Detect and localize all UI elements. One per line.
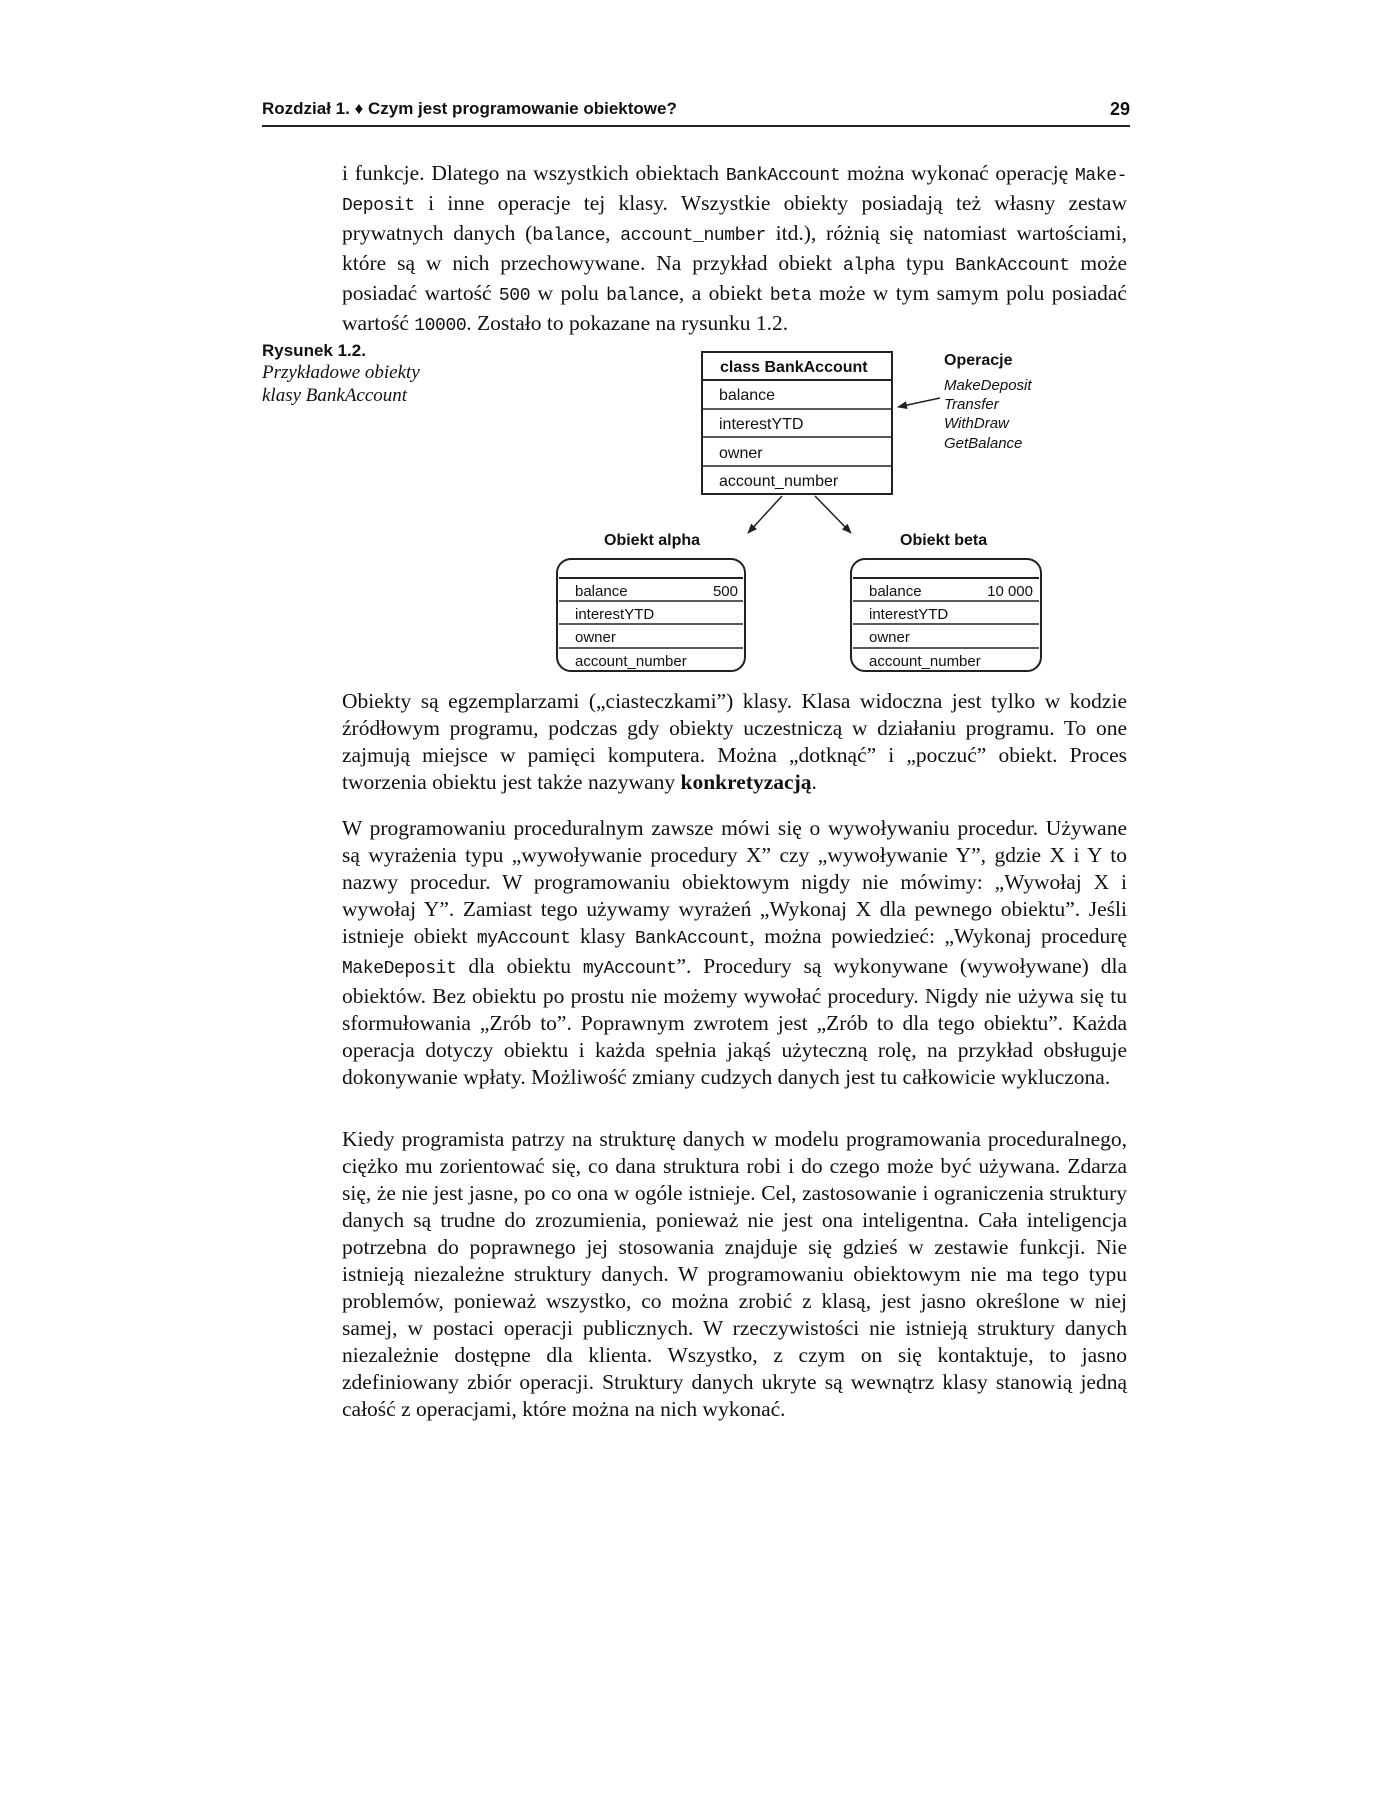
- arrow-to-alpha: [748, 496, 782, 533]
- beta-field-interestytd: interestYTD: [869, 606, 949, 623]
- code-term: BankAccount: [725, 166, 841, 186]
- alpha-field-account-number: account_number: [575, 653, 687, 670]
- figure-diagram: [0, 0, 1400, 700]
- operations-list: [898, 352, 1032, 452]
- class-field-interestytd: interestYTD: [719, 416, 804, 433]
- code-term: BankAccount: [634, 929, 750, 949]
- operation-makedeposit: MakeDeposit: [944, 377, 1032, 394]
- bold-term: konkretyzacją: [680, 770, 812, 794]
- beta-field-account-number: account_number: [869, 653, 981, 670]
- chapter-title: Rozdział 1. ♦ Czym jest programowanie obiektowe?: [262, 99, 677, 118]
- object-beta: [851, 532, 1041, 671]
- code-term: beta: [769, 286, 812, 306]
- beta-balance-value: 10 000: [987, 583, 1033, 600]
- class-field-balance: balance: [719, 387, 776, 404]
- class-field-owner: owner: [719, 445, 763, 462]
- class-field-account-number: account_number: [719, 473, 839, 490]
- operations-title: Operacje: [944, 352, 1013, 369]
- code-term: MakeDeposit: [342, 959, 457, 979]
- beta-field-balance: balance: [869, 583, 922, 600]
- operation-transfer: Transfer: [944, 396, 999, 413]
- paragraph-intro: i funkcje. Dlatego na wszystkich obiektach BankAccount można wykonać operację Make-Deposit i inne operacje tej klasy. Wszystkie obiekty posiadają też własny zestaw prywatnych danych (balance, account_number itd.), różnią się natomiast wartościami, które są w nich przechowywane. Na przykład obiekt alpha typu BankAccount może posiadać wartość 500 w polu balance, a obiekt beta może w tym samym polu posiadać wartość 10000. Zostało to pokazane na rysunku 1.2.: [342, 161, 1128, 336]
- code-term: Make-Deposit: [342, 166, 1127, 216]
- alpha-balance-value: 500: [712, 583, 738, 600]
- code-term: 500: [498, 286, 531, 306]
- paragraph-objects: Obiekty są egzemplarzami („ciasteczkami”) klasy. Klasa widoczna jest tylko w kodzie źródłowym programu, podczas gdy obiekty uczestniczą w działaniu programu. To one zajmują miejsce w pamięci komputera. Można „dotknąć” i „poczuć” obiekt. Proces tworzenia obiektu jest także nazywany konkretyzacją.: [342, 689, 1127, 794]
- code-term: BankAccount: [955, 256, 1070, 276]
- code-term: account_number: [620, 226, 766, 246]
- object-beta-title: Obiekt beta: [900, 532, 988, 549]
- code-term: balance: [606, 286, 679, 306]
- code-term: balance: [532, 226, 606, 246]
- code-term: 10000: [414, 316, 467, 336]
- class-box: [702, 352, 892, 494]
- operations-arrow: [898, 398, 940, 407]
- alpha-field-owner: owner: [575, 629, 616, 646]
- alpha-field-balance: balance: [575, 583, 628, 600]
- paragraph-procedural: W programowaniu proceduralnym zawsze mówi się o wywoływaniu procedur. Używane są wyrażenia typu „wywoływanie procedury X” czy „wywoływanie Y”, gdzie X i Y to nazwy procedur. W programowaniu obiektowym nigdy nie mówimy: „Wywołaj X i wywołaj Y”. Zamiast tego używamy wyrażeń „Wykonaj X dla pewnego obiektu”. Jeśli istnieje obiekt myAccount klasy BankAccount, można powiedzieć: „Wykonaj procedurę MakeDeposit dla obiektu myAccount”. Procedury są wykonywane (wywoływane) dla obiektów. Bez obiektu po prostu nie możemy wywołać procedury. Nigdy nie używa się tu sformułowania „Zrób to”. Poprawnym zwrotem jest „Zrób to dla tego obiektu”. Każda operacja dotyczy obiektu i każda spełnia jakąś użyteczną rolę, na przykład obsługuje dokonywanie wpłaty. Możliwość zmiany cudzych danych jest tu całkowicie wykluczona.: [342, 816, 1127, 1089]
- alpha-field-interestytd: interestYTD: [575, 606, 655, 623]
- figure-label: Rysunek 1.2.: [262, 341, 366, 360]
- code-term: myAccount: [476, 929, 571, 949]
- operation-getbalance: GetBalance: [944, 435, 1023, 452]
- paragraph-data-structures: Kiedy programista patrzy na strukturę danych w modelu programowania proceduralnego, ciężko mu zorientować się, co dana struktura robi i do czego może być używana. Zdarza się, że nie jest jasne, po co ona w ogóle istnieje. Cel, zastosowanie i ograniczenia struktury danych są trudne do zrozumienia, ponieważ nie jest ona inteligentna. Cała inteligencja potrzebna do poprawnego jej stosowania znajduje się gdzieś w zestawie funkcji. Nie istnieją niezależne struktury danych. W programowaniu obiektowym nie ma tego typu problemów, ponieważ wszystko, co można zrobić z klasą, jest jasno określone w niej samej, w postaci operacji publicznych. W rzeczywistości nie istnieją struktury danych niezależnie dostępne dla klienta. Wszystko, z czym on się kontaktuje, to jasno zdefiniowany zbiór operacji. Struktury danych ukryte są wewnątrz klasy stanowią jedną całość z operacjami, które można na nich wykonać.: [342, 1127, 1127, 1421]
- operation-withdraw: WithDraw: [944, 415, 1009, 432]
- beta-field-owner: owner: [869, 629, 910, 646]
- code-term: myAccount: [582, 959, 677, 979]
- figure-caption-text: Przykładowe obiekty klasy BankAccount: [262, 362, 420, 406]
- class-title: class BankAccount: [720, 359, 868, 376]
- object-alpha-title: Obiekt alpha: [604, 532, 701, 549]
- code-term: alpha: [843, 256, 896, 276]
- arrow-to-beta: [815, 496, 851, 533]
- object-alpha: [557, 532, 745, 671]
- page-number: 29: [1109, 99, 1130, 119]
